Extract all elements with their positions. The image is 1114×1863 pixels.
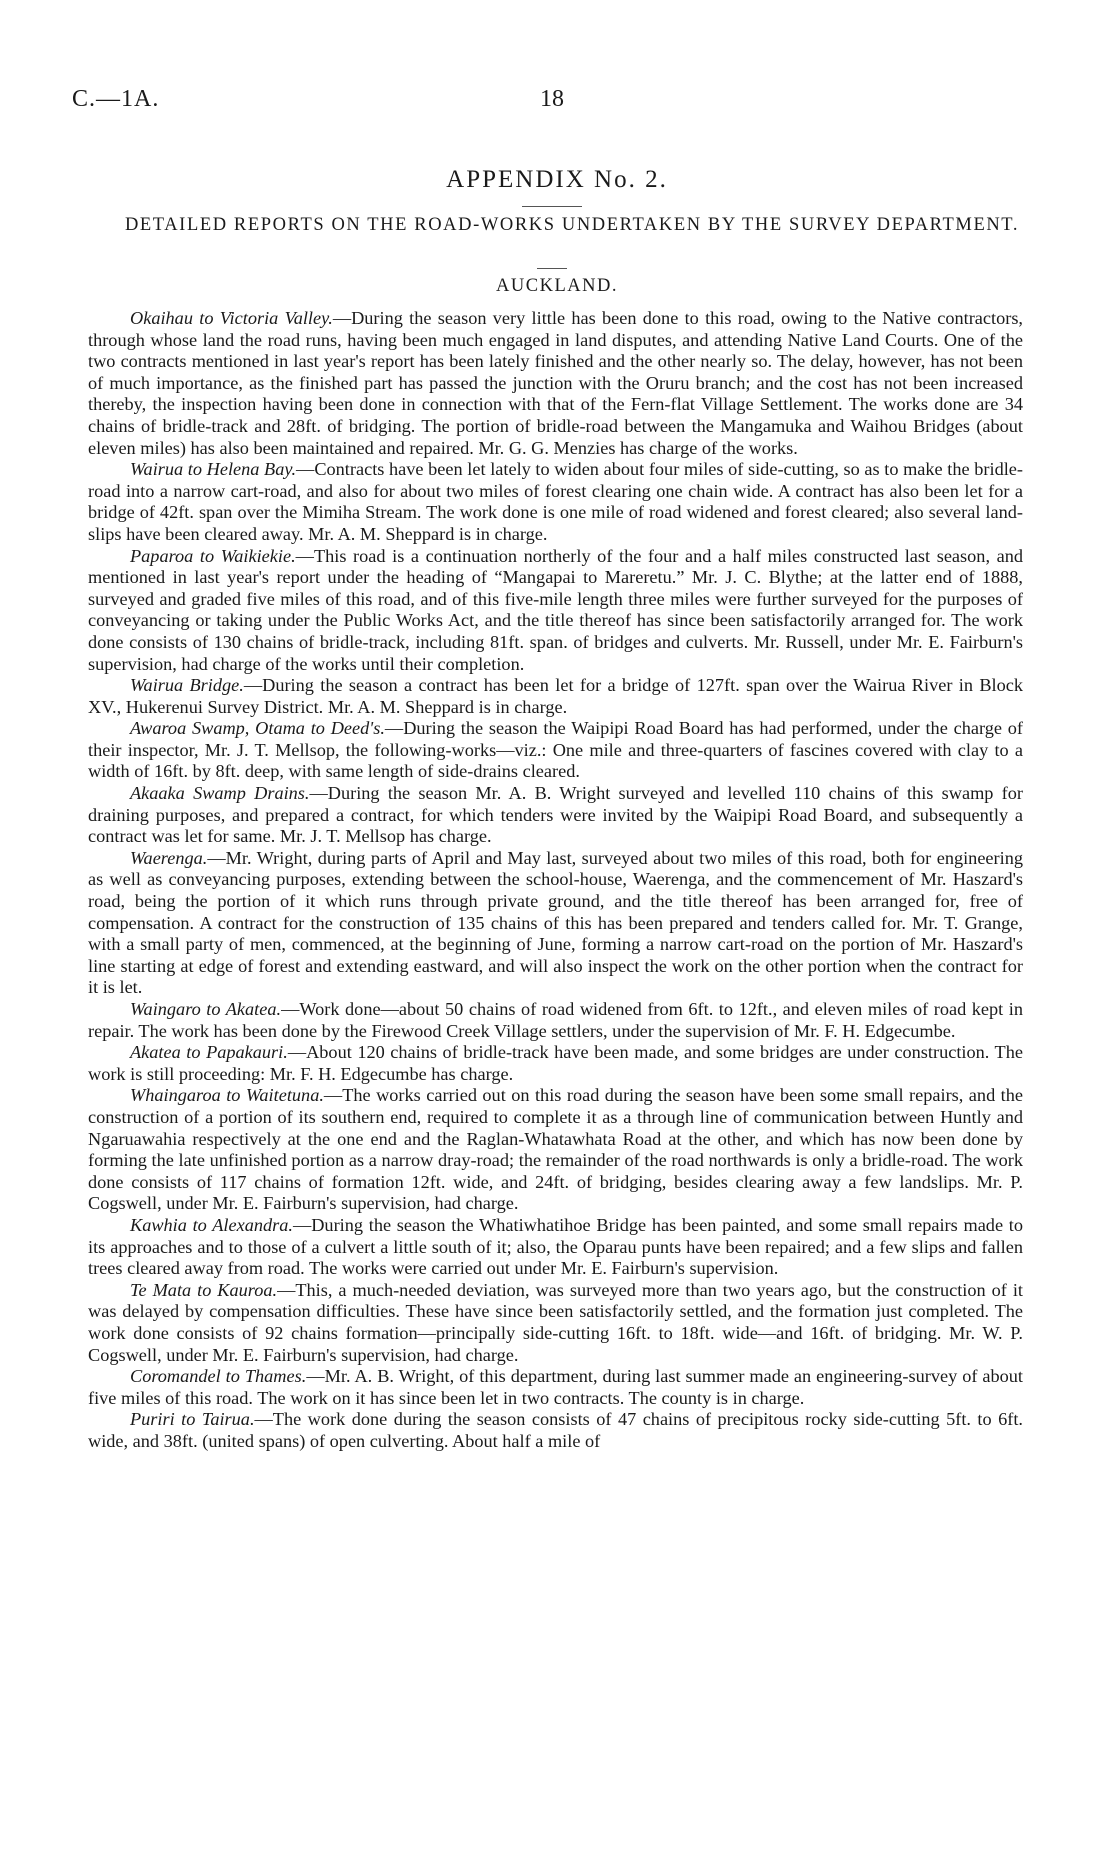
paragraph-title: Paparoa to Waikiekie. (130, 545, 296, 566)
paragraph-text: —During the season very little has been done to this road, owing to the Native contractors, through whose land the road runs, having been much engaged in land disputes, and attending Native Land Courts. One of the two contracts mentioned in last year's report has been lately finished and the other nearly so. The delay, however, has not been of much importance, as the finished part has passed the junction with the Oruru branch; and the cost has not been increased thereby, the inspection having been done in connection with that of the Fern-flat Village Settlement. The works done are 34 chains of bridle-track and 28ft. of bridging. The portion of bridle-road between the Mangamuka and Waihou Bridges (about eleven miles) has also been maintained and repaired. Mr. G. G. Menzies has charge of the works. (88, 308, 1023, 458)
paragraph (88, 783, 1023, 848)
section-title: AUCKLAND. (496, 276, 618, 296)
page-number: 18 (540, 86, 564, 112)
paragraph-title: Okaihau to Victoria Valley. (130, 308, 333, 328)
paragraph-title: Te Mata to Kauroa. (130, 1279, 278, 1300)
paragraph-title: Awaroa Swamp, Otama to Deed's. (130, 718, 385, 739)
document-reference: C.—1A. (72, 86, 160, 112)
paragraph-title: Wairua Bridge. (130, 675, 244, 696)
paragraph-text: —The work done during the season consists of 47 chains of precipitous rocky side-cutting 5ft. to 6ft. wide, and 38ft. (united spans) of open culverting. About half a mile of (88, 1409, 1023, 1451)
paragraph-text: —During the season Mr. A. B. Wright surveyed and levelled 110 chains of this swamp for draining purposes, and prepared a contract, for which tenders were invited by the Waipipi Road Board, and subsequently a contract was let for same. Mr. J. T. Mellsop has charge. (88, 783, 1023, 847)
paragraph-text: —During the season the Waipipi Road Board has had performed, under the charge of their inspector, Mr. J. T. Mellsop, the following-works—viz.: One mile and three-quarters of fascines covered with clay to a width of 16ft. by 8ft. deep, with same length of side-drains cleared. (88, 718, 1023, 782)
paragraph-text: —This road is a continuation northerly of the four and a half miles constructed last season, and mentioned in last year's report under the heading of “Mangapai to Mareretu.” Mr. J. C. Blythe; at the latter end of 1888, surveyed and graded five miles of this road, and of this five-mile length three miles were further surveyed for the purposes of conveyancing or taking under the Public Works Act, and the title thereof has since been satisfactorily arranged for. The work done consists of 130 chains of bridle-track, including 81ft. span. of bridges and culverts. Mr. Russell, under Mr. E. Fairburn's supervision, had charge of the works until their completion. (88, 545, 1024, 674)
paragraph (88, 308, 1023, 459)
paragraph-title: Kawhia to Alexandra. (130, 1214, 293, 1235)
paragraph (88, 1409, 1023, 1452)
paragraph-title: Wairua to Helena Bay. (130, 459, 297, 480)
paragraph-title: Waingaro to Akatea. (130, 999, 282, 1019)
paragraph-text: —During the season a contract has been let for a bridge of 127ft. span over the Wairua River in Block XV., Hukerenui Survey District. Mr. A. M. Sheppard is in charge. (88, 675, 1023, 717)
title-rule (522, 206, 582, 207)
paragraph (88, 999, 1023, 1042)
paragraph (88, 675, 1023, 718)
paragraph-text: —Mr. Wright, during parts of April and May last, surveyed about two miles of this road, both for engineering as well as conveyancing purposes, extending between the school-house, Waerenga, and the commencement of Mr. Haszard's road, being the portion of it which runs through private ground, and the title thereof has been arranged for, free of compensation. A contract for the construction of 135 chains of this has been prepared and tenders called for. Mr. T. Grange, with a small party of men, commenced, at the beginning of June, forming a narrow cart-road on the portion of Mr. Haszard's line starting at edge of forest and extending eastward, and will also inspect the work on the other portion when the contract for it is let. (88, 847, 1023, 998)
paragraph (88, 546, 1023, 676)
paragraph-text: —About 120 chains of bridle-track have been made, and some bridges are under construction. The work is still proceeding: Mr. F. H. Edgecumbe has charge. (88, 1042, 1023, 1084)
appendix-title: APPENDIX No. 2. (446, 166, 668, 193)
report-heading: DETAILED REPORTS ON THE ROAD-WORKS UNDERTAKEN BY THE SURVEY DEPARTMENT. (124, 215, 1020, 235)
paragraph (88, 1042, 1023, 1085)
paragraph-text: —The works carried out on this road during the season have been some small repairs, and the construction of a portion of its southern end, required to complete it as a through line of communication between Huntly and Ngaruawahia respectively at the one end and the Raglan-Whatawhata Road at the other, and which has now been done by forming the late unfinished portion as a narrow dray-road; the remainder of the road northwards is only a bridle-road. The work done consists of 117 chains of formation 12ft. wide, and 24ft. of bridging, besides clearing away a few landslips. Mr. P. Cogswell, under Mr. E. Fairburn's supervision, had charge. (88, 1085, 1023, 1214)
paragraph-title: Whaingaroa to Waitetuna. (130, 1085, 324, 1106)
paragraph (88, 459, 1023, 545)
paragraph (88, 848, 1023, 999)
paragraph-title: Waerenga. (130, 847, 208, 868)
paragraph (88, 1215, 1023, 1280)
paragraph (88, 718, 1023, 783)
paragraph-text: —Mr. A. B. Wright, of this department, during last summer made an engineering-survey of about five miles of this road. The work on it has since been let in two contracts. The county is in charge. (88, 1366, 1024, 1408)
paragraph-title: Akatea to Papakauri. (130, 1042, 288, 1063)
paragraph-title: Coromandel to Thames. (130, 1366, 307, 1387)
paragraph-text: —During the season the Whatiwhatihoe Bridge has been painted, and some small repairs made to its approaches and to those of a culvert a little south of it; also, the Oparau punts have been repaired; and a few slips and fallen trees cleared away from road. The works were carried out under Mr. E. Fairburn's supervision. (88, 1214, 1024, 1279)
paragraph-text: —Work done—about 50 chains of road widened from 6ft. to 12ft., and eleven miles of road kept in repair. The work has been done by the Firewood Creek Village settlers, under the supervision of Mr. F. H. Edgecumbe. (88, 999, 1024, 1041)
heading-rule (537, 268, 567, 269)
paragraph (88, 1366, 1023, 1409)
report-body (88, 308, 1023, 1452)
paragraph (88, 1280, 1023, 1366)
paragraph-text: —This, a much-needed deviation, was surveyed more than two years ago, but the construction of it was delayed by compensation difficulties. These have since been satisfactorily settled, and the formation just completed. The work done consists of 92 chains formation—principally side-cutting 16ft. to 18ft. wide—and 16ft. of bridging. Mr. W. P. Cogswell, under Mr. E. Fairburn's supervision, had charge. (88, 1279, 1023, 1365)
paragraph-text: —Contracts have been let lately to widen about four miles of side-cutting, so as to make the bridle-road into a narrow cart-road, and also for about two miles of forest clearing one chain wide. A contract has also been let for a bridge of 42ft. span over the Mimiha Stream. The work done is one mile of road widened and forest cleared; also several land-slips have been cleared away. Mr. A. M. Sheppard is in charge. (88, 459, 1023, 544)
paragraph (88, 1085, 1023, 1215)
paragraph-title: Puriri to Tairua. (130, 1409, 255, 1430)
paragraph-title: Akaaka Swamp Drains. (130, 783, 310, 804)
